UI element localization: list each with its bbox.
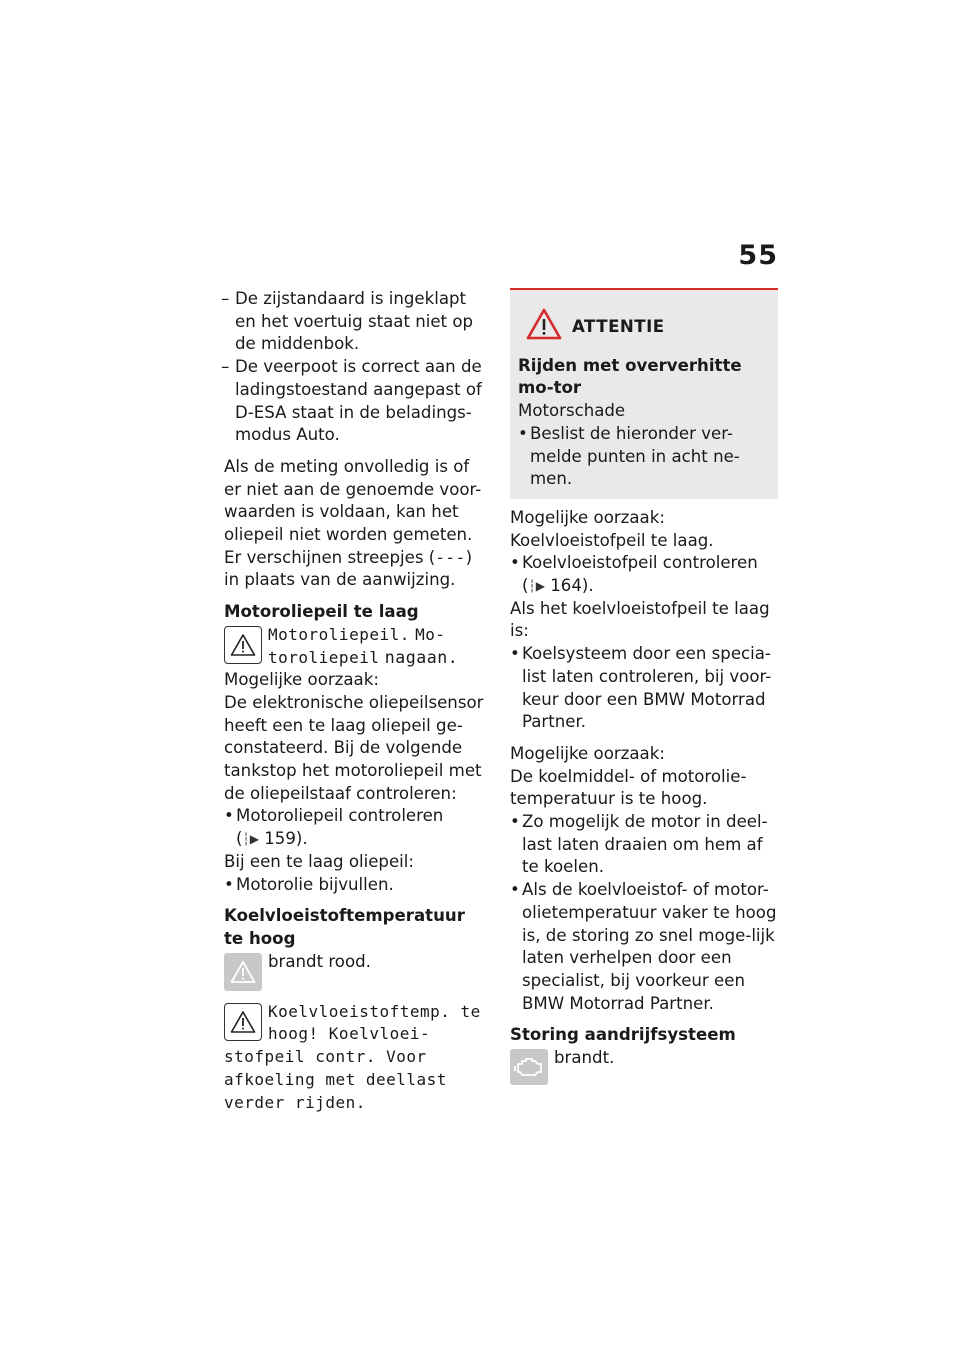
coolant-lamp-row xyxy=(224,951,486,995)
warning-triangle-icon xyxy=(526,308,562,347)
coolant-display-text: Koelvloeistoftemp. te hoog! Koelvloei-stofpeil contr. Voor afkoeling met deellast verder rijden. xyxy=(224,1001,481,1112)
dashes-symbol: --- xyxy=(435,547,466,567)
oil-cause-label: Mogelijke oorzaak: xyxy=(224,670,379,690)
attentie-box xyxy=(510,288,778,499)
oil-low-label: Bij een te laag oliepeil: xyxy=(224,851,414,871)
arrow-reference-icon: ┆▶ xyxy=(528,579,545,594)
oil-cause-text: De elektronische oliepeilsensor heeft een te laag oliepeil ge-constateerd. Bij de volgende tankstop het motoroliepeil met de oliepeilstaaf controleren: xyxy=(224,692,484,803)
attentie-bullet: • Beslist de hieronder ver-melde punten in acht ne-men. xyxy=(518,423,770,491)
arrow-reference-icon: ┆▶ xyxy=(242,832,259,847)
drive-lamp-row xyxy=(510,1047,778,1089)
oil-bullet-1: • Motoroliepeil controleren (┆▶ 159). xyxy=(224,805,486,850)
attentie-subtext: Motorschade xyxy=(518,401,626,421)
coolant-bullet-a: • Koelvloeistofpeil controleren (┆▶ 164). xyxy=(510,552,778,597)
oil-display-2: Mo-toroliepeil xyxy=(268,624,446,667)
attentie-title: ATTENTIE xyxy=(572,317,665,336)
coolant-bullet-b: • Koelsysteem door een specia-list laten controleren, bij voor-keur door een BMW Motorrad Partner. xyxy=(510,643,778,734)
cause1-text: Koelvloeistofpeil te laag. xyxy=(510,530,714,550)
coolant-lamp-text: brandt rood. xyxy=(268,951,371,971)
measure-paragraph: Als de meting onvolledig is of er niet aan de genoemde voor-waarden is voldaan, kan het oliepeil niet worden gemeten. Er verschijnen streepjes (---) in plaats van de aanwijzing. xyxy=(224,456,482,590)
coolant-display-row xyxy=(224,1001,486,1115)
oil-display-3: nagaan. xyxy=(384,647,459,667)
coolant-heading: Koelvloeistoftemperatuur te hoog xyxy=(224,906,465,948)
dash-item-1: – De zijstandaard is ingeklapt en het voertuig staat niet op de middenbok. xyxy=(224,288,486,356)
coolant-bullet-c: • Zo mogelijk de motor in deel-last laten draaien om hem af te koelen. xyxy=(510,811,778,879)
cause2-text: De koelmiddel- of motorolie-temperatuur is te hoog. xyxy=(510,766,747,809)
warning-triangle-icon xyxy=(224,626,262,664)
oil-display-1: Motoroliepeil. xyxy=(268,624,410,644)
drive-lamp-text: brandt. xyxy=(554,1048,615,1068)
warning-triangle-filled-icon xyxy=(224,953,262,991)
cause2-label: Mogelijke oorzaak: xyxy=(510,743,665,763)
attentie-heading: Rijden met oververhitte mo-tor xyxy=(518,355,742,398)
drive-heading: Storing aandrijfsysteem xyxy=(510,1025,736,1045)
dash-item-2: – De veerpoot is correct aan de ladingstoestand aangepast of D-ESA staat in de beladings-modus Auto. xyxy=(224,356,486,447)
engine-check-icon xyxy=(510,1049,548,1085)
left-column xyxy=(224,288,486,1114)
coolant-bullet-d: • Als de koelvloeistof- of motor-olietemperatuur vaker te hoog is, de storing zo snel moge-lijk laten verhelpen door een specialist, bij voorkeur een BMW Motorrad Partner. xyxy=(510,879,778,1015)
warning-triangle-icon xyxy=(224,1003,262,1041)
oil-warning-row xyxy=(224,624,486,669)
oil-bullet-2: • Motorolie bijvullen. xyxy=(224,874,486,897)
right-column xyxy=(510,288,778,1089)
page-number: 55 xyxy=(738,240,778,271)
low-coolant-label: Als het koelvloeistofpeil te laag is: xyxy=(510,598,770,641)
oil-heading: Motoroliepeil te laag xyxy=(224,602,419,622)
cause1-label: Mogelijke oorzaak: xyxy=(510,507,665,527)
